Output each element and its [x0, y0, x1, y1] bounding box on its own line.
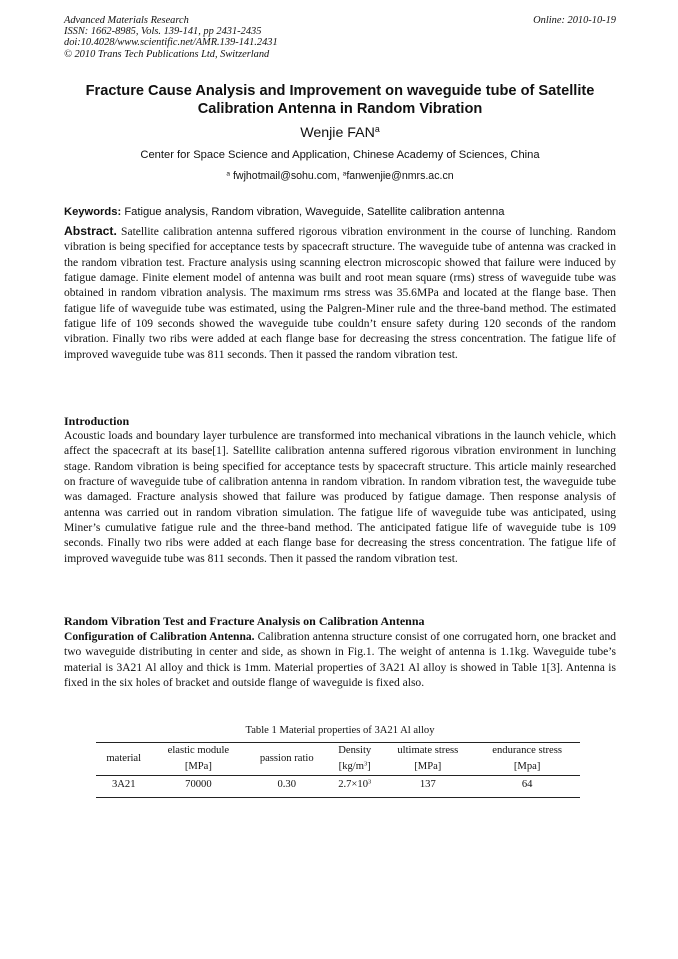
table-header-row	[96, 743, 580, 760]
cell-endurance: 64	[474, 776, 580, 798]
header-poisson: passion ratio	[245, 743, 328, 776]
abstract	[64, 224, 616, 363]
configuration-text: Calibration antenna structure consist of one corrugated horn, one bracket and two waveguide distributing in center and side, as shown in Fig.1. The weight of antenna is 1.1kg. Waveguide tube’s material is 3A21 Al alloy and thick is 1mm. Material properties of 3A21 Al alloy is showed in Table 1[3]. Antenna is fixed in the six holes of bracket and outside flange of waveguide is fixed also.	[64, 631, 616, 690]
author-line	[64, 124, 616, 142]
email-line	[64, 169, 616, 184]
cell-ultimate: 137	[381, 776, 474, 798]
introduction-text: Acoustic loads and boundary layer turbulence are transformed into mechanical vibrations in the launch vehicle, which affect the spacecraft at its base[1]. Satellite calibration antenna suffered rigorous vibration environment in lunching stage. Random vibration is being specified for acceptance tests by spacecraft structure. This article mainly researched on fracture of waveguide tube of calibration antenna in random vibration. In random vibration test, the waveguide tube was damaged. Fracture analysis showed that failure was produced by fatigue damage. Then response analysis of antenna was carried out in random vibration simulation. The fatigue life of waveguide tube was anticipated, using Miner’s cumulative fatigue rule and the three-band method. The anticipated fatigue life of waveguide tube is 109 seconds. Finally two ribs were added at each flange base for decreasing the stress concentration. The fatigue life of improved waveguide tube was 811 seconds. Then it passed the random vibration test.	[64, 430, 616, 565]
journal-name: Advanced Materials Research	[64, 15, 189, 26]
unit-endurance: [Mpa]	[474, 759, 580, 776]
journal-header	[64, 15, 616, 60]
doi-line: doi:10.4028/www.scientific.net/AMR.139-141.2431	[64, 37, 278, 49]
material-properties-table	[96, 742, 580, 798]
email-2: fanwenjie@nmrs.ac.cn	[346, 170, 454, 182]
cell-poisson: 0.30	[245, 776, 328, 798]
introduction-heading: Introduction	[64, 414, 130, 428]
keywords-text: Fatigue analysis, Random vibration, Waveguide, Satellite calibration antenna	[124, 206, 505, 218]
cell-material: 3A21	[96, 776, 151, 798]
table-caption: Table 1 Material properties of 3A21 Al alloy	[245, 725, 435, 736]
table-unit-row	[96, 759, 580, 776]
configuration-paragraph	[64, 630, 616, 691]
header-density: Density	[328, 743, 381, 760]
affiliation: Center for Space Science and Application, Chinese Academy of Sciences, China	[140, 149, 540, 161]
header-ultimate: ultimate stress	[381, 743, 474, 760]
cell-density-base: 2.7×10	[338, 779, 368, 790]
copyright-line: © 2010 Trans Tech Publications Ltd, Switzerland	[64, 48, 270, 60]
unit-elastic: [MPa]	[151, 759, 245, 776]
cell-density	[328, 776, 381, 798]
email-1: fwjhotmail@sohu.com,	[232, 170, 340, 182]
cell-density-exp: 3	[368, 778, 372, 786]
abstract-text: Satellite calibration antenna suffered rigorous vibration environment in the course of lunching. Random vibration is being specified for acceptance tests by spacecraft structure. The waveguide tube of antenna was cracked in the random vibration test. Fracture analysis using scanning electron microscopic showed that failure were induced by fatigue damage. Finite element model of antenna was built and root mean square (rms) stress of waveguide tube was obtained in random vibration analysis. The maximum rms stress was 35.6MPa and located at the flange base. Then fatigue life of waveguide tube was estimated, using the Palgren-Miner rule and the three-band method. The estimated fatigue life of 109 seconds showed the waveguide tube couldn’t ensure safety during 120 seconds of the random vibration. Finally two ribs were added at each flange base for decreasing the stress concentration. The fatigue life of improved waveguide tube was 811 seconds. Then it passed the random vibration test.	[64, 226, 616, 361]
header-endurance: endurance stress	[474, 743, 580, 760]
header-material: material	[96, 743, 151, 776]
unit-density-b: ]	[367, 761, 371, 772]
author-sup: a	[374, 124, 380, 135]
issn-line: ISSN: 1662-8985, Vols. 139-141, pp 2431-2435	[64, 26, 262, 38]
table-row	[96, 776, 580, 798]
header-elastic: elastic module	[151, 743, 245, 760]
unit-density	[328, 759, 381, 776]
email-sup-2: a	[342, 170, 347, 178]
paper-title: Fracture Cause Analysis and Improvement on waveguide tube of Satellite Calibration Antenna in Random Vibration	[85, 83, 595, 117]
unit-ultimate: [MPa]	[381, 759, 474, 776]
online-date: Online: 2010-10-19	[533, 15, 616, 26]
cell-elastic: 70000	[151, 776, 245, 798]
configuration-heading: Configuration of Calibration Antenna.	[64, 631, 255, 643]
keywords-label: Keywords:	[64, 206, 122, 218]
section-heading: Random Vibration Test and Fracture Analysis on Calibration Antenna	[64, 614, 425, 628]
unit-density-sup: 3	[363, 760, 368, 768]
email-sup-1: a	[226, 170, 231, 178]
keywords	[64, 205, 616, 220]
author-name: Wenjie FAN	[300, 125, 375, 141]
abstract-label: Abstract.	[64, 224, 117, 238]
unit-density-a: [kg/m	[338, 761, 364, 772]
